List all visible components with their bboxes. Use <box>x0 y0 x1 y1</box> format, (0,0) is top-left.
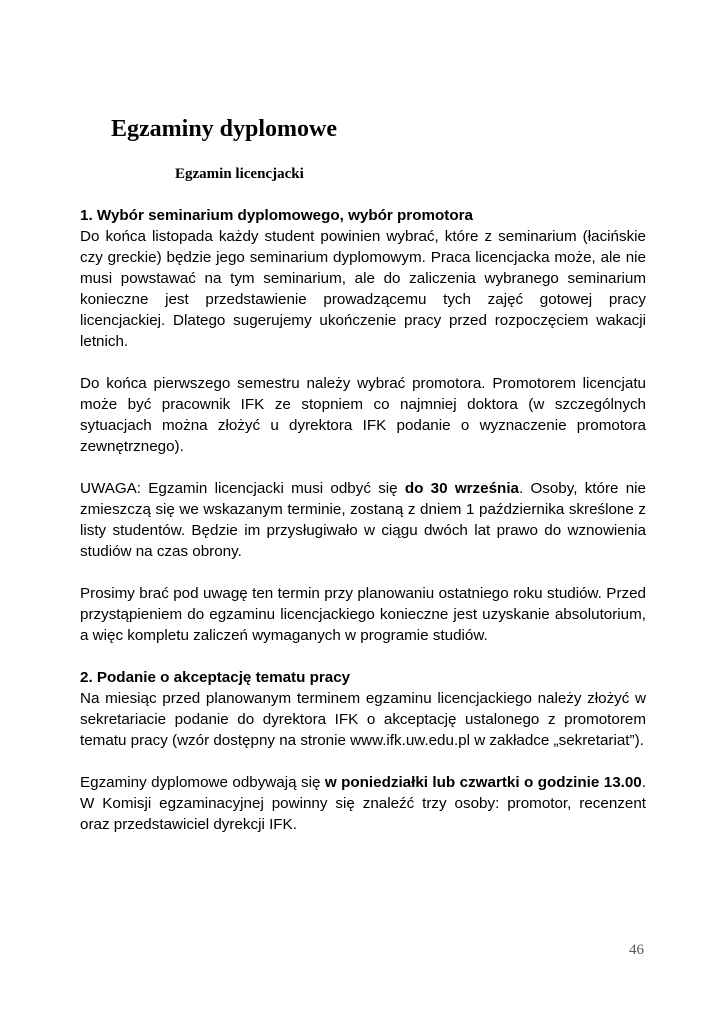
section1-text: Do końca listopada każdy student powinien wybrać, które z seminarium (łacińskie czy greckie) będzie jego seminarium dyplomowym. Praca licencjacka może, ale nie musi powstawać na tym seminarium, ale do zaliczenia wybranego seminarium konieczne jest przedstawienie prowadzącemu tych zajęć gotowej pracy licencjackiej. Dlatego sugerujemy ukończenie pracy przed rozpoczęciem wakacji letnich. <box>80 228 646 350</box>
section2-heading: 2. Podanie o akceptację tematu pracy <box>80 669 351 686</box>
section1-heading: 1. Wybór seminarium dyplomowego, wybór promotora <box>80 207 473 224</box>
warning-text-a: UWAGA: Egzamin licencjacki musi odbyć się <box>80 480 405 497</box>
deadline-bold: do 30 września <box>404 480 519 497</box>
section1-paragraph3 <box>80 478 646 562</box>
section1-paragraph1 <box>80 205 646 352</box>
page-title: Egzaminy dyplomowe <box>111 116 338 142</box>
section1-paragraph2: Do końca pierwszego semestru należy wybrać promotora. Promotorem licencjatu może być pracownik IFK ze stopniem co najmniej doktora (w szczególnych sytuacjach można złożyć u dyrektora IFK podanie o wyznaczenie promotora zewnętrznego). <box>80 375 646 455</box>
section2-text: Na miesiąc przed planowanym terminem egzaminu licencjackiego należy złożyć w sekretariacie podanie do dyrektora IFK o akceptację ustalonego z promotorem tematu pracy (wzór dostępny na stronie www.ifk.uw.edu.pl w zakładce „sekretariat”). <box>80 690 646 749</box>
page-subtitle: Egzamin licencjacki <box>175 166 304 182</box>
exam-text-b: . W Komisji egzaminacyjnej powinny się znaleźć trzy osoby: promotor, recenzent oraz przedstawiciel dyrekcji IFK. <box>80 774 646 833</box>
exam-text-a: Egzaminy dyplomowe odbywają się <box>80 774 325 791</box>
page-number: 46 <box>629 942 644 958</box>
warning-text-b: . Osoby, które nie zmieszczą się we wskazanym terminie, zostaną z dniem 1 października skreślone z listy studentów. Będzie im przysługiwało w ciągu dwóch lat prawo do wznowienia studiów na czas obrony. <box>80 480 646 560</box>
section2-paragraph2 <box>80 772 646 835</box>
document-body <box>80 205 646 856</box>
section1-paragraph4: Prosimy brać pod uwagę ten termin przy planowaniu ostatniego roku studiów. Przed przystąpieniem do egzaminu licencjackiego konieczne jest uzyskanie absolutorium, a więc kompletu zaliczeń wymaganych w programie studiów. <box>80 585 646 644</box>
exam-days-bold: w poniedziałki lub czwartki o godzinie 13.00 <box>324 774 642 791</box>
section2-paragraph1 <box>80 667 646 751</box>
